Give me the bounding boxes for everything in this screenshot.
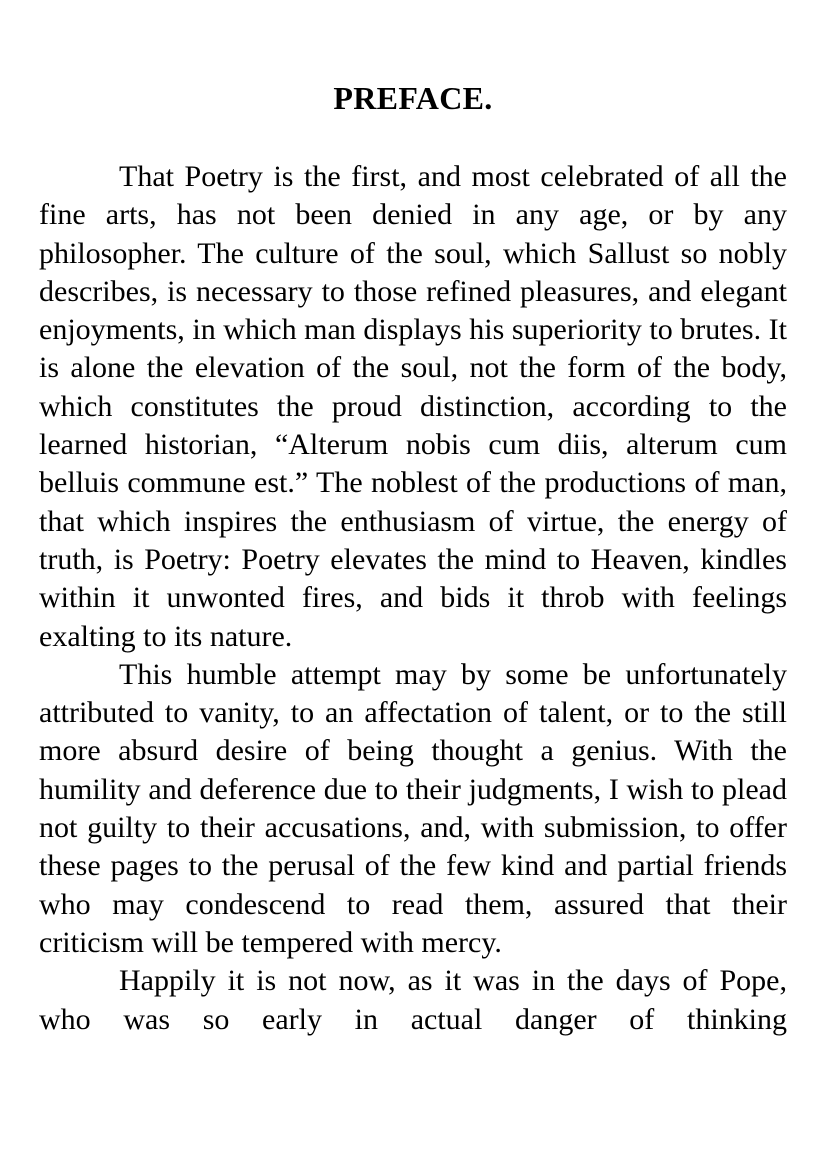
paragraph-2: This humble attempt may by some be unfortunately attributed to vanity, to an affectation of talent, or to the still more absurd desire of being thought a genius. With the humility and deference due to their judgments, I wish to plead not guilty to their accusations, and, with submission, to offer these pages to the perusal of the few kind and partial friends who may condescend to read them, assured that their criticism will be tempered with mercy.: [39, 657, 787, 959]
paragraph-3: Happily it is not now, as it was in the days of Pope, who was so early in actual danger of thinking: [39, 964, 787, 1036]
document-page: [39, 78, 787, 1039]
page-title: PREFACE.: [333, 80, 493, 116]
paragraph-1: That Poetry is the first, and most celebrated of all the fine arts, has not been denied in any age, or by any philosopher. The culture of the soul, which Sallust so nobly describes, is necessary to those refined pleasures, and elegant enjoyments, in which man displays his superiority to brutes. It is alone the elevation of the soul, not the form of the body, which constitutes the proud distinction, according to the learned historian, “Alterum nobis cum diis, alterum cum belluis commune est.” The noblest of the productions of man, that which inspires the enthusiasm of virtue, the energy of truth, is Poetry: Poetry elevates the mind to Heaven, kindles within it unwonted fires, and bids it throb with feelings exalting to its nature.: [39, 160, 787, 653]
